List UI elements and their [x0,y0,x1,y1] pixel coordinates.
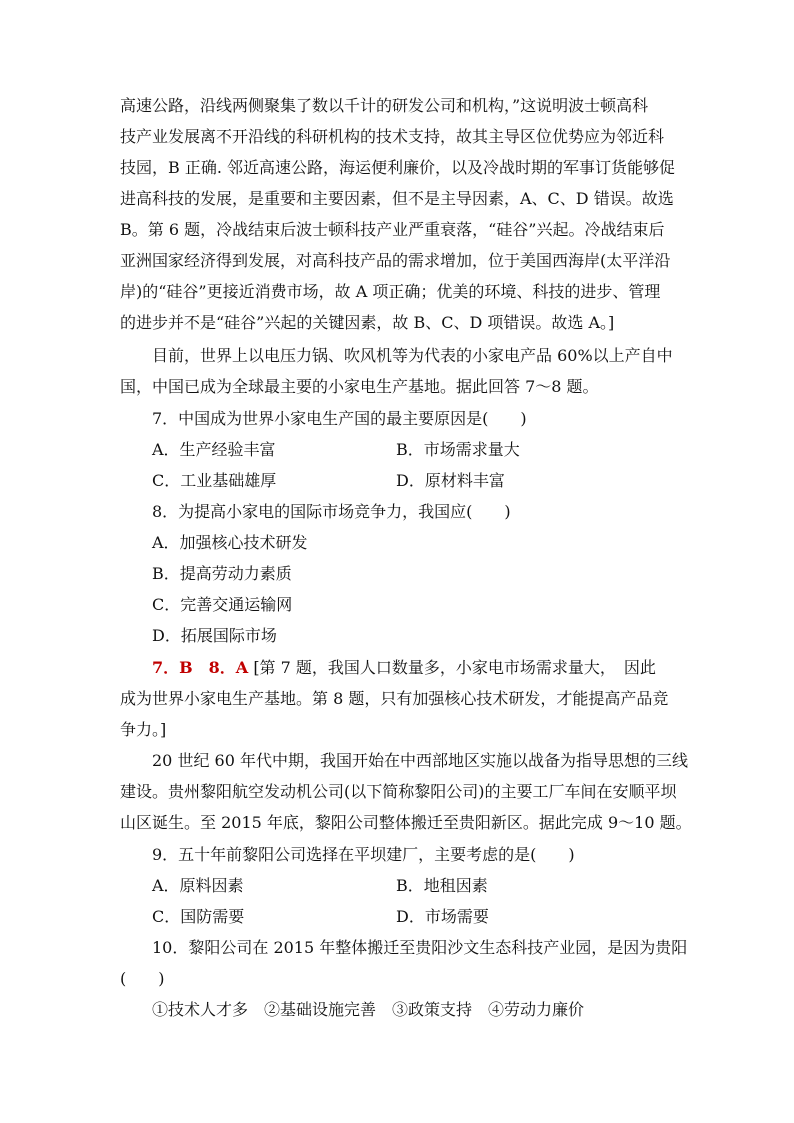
passage-line: 20 世纪 60 年代中期，我国开始在中西部地区实施以战备为指导思想的三线 [152,751,688,770]
explanation-line: 技园，B 正确. 邻近高速公路，海运便利廉价，以及冷战时期的军事订货能够促 [120,158,676,177]
q9-option-c[interactable]: C．国防需要 [152,907,245,926]
passage-line: 建设。贵州黎阳航空发动机公司(以下简称黎阳公司)的主要工厂车间在安顺平坝 [120,782,677,801]
q8-option-b[interactable]: B．提高劳动力素质 [152,564,292,583]
passage-line: 目前，世界上以电压力锅、吹风机等为代表的小家电产品 60%以上产自中 [152,346,673,365]
q9-option-d[interactable]: D．市场需要 [396,907,489,926]
explanation-line: 高速公路，沿线两侧聚集了数以千计的研发公司和机构，”这说明波士顿高科 [120,96,649,115]
q8-option-a[interactable]: A．加强核心技术研发 [152,533,308,552]
question-10-stem: 10．黎阳公司在 2015 年整体搬迁至贵阳沙文生态科技产业园，是因为贵阳 [152,938,688,957]
answer-7-8 [152,658,656,678]
explanation-line: 岸)的“硅谷”更接近消费市场，故 A 项正确；优美的环境、科技的进步、管理 [120,282,661,301]
passage-line: 山区诞生。至 2015 年底，黎阳公司整体搬迁至贵阳新区。据此完成 9～10 题。 [120,813,692,832]
answer-line: 争力。] [120,720,167,739]
question-9-stem: 9．五十年前黎阳公司选择在平坝建厂，主要考虑的是( ) [152,845,575,864]
answer-explanation: [第 7 题，我国人口数量多，小家电市场需求量大， 因此 [253,658,656,677]
question-10-paren: ( ) [120,969,165,988]
q8-option-c[interactable]: C．完善交通运输网 [152,595,293,614]
explanation-line: 进高科技的发展，是重要和主要因素，但不是主导因素，A、C、D 错误。故选 [120,189,674,208]
q7-option-d[interactable]: D．原材料丰富 [396,471,505,490]
q8-option-d[interactable]: D．拓展国际市场 [152,626,277,645]
explanation-line: B。第 6 题，冷战结束后波士顿科技产业严重衰落，“硅谷”兴起。冷战结束后 [120,220,665,239]
q7-option-a[interactable]: A．生产经验丰富 [152,440,276,459]
answer-line: 成为世界小家电生产基地。第 8 题，只有加强核心技术研发，才能提高产品竞 [120,689,669,708]
q7-option-b[interactable]: B．市场需求量大 [396,440,520,459]
q10-choices: ①技术人才多 ②基础设施完善 ③政策支持 ④劳动力廉价 [152,1000,585,1019]
question-7-stem: 7．中国成为世界小家电生产国的最主要原因是( ) [152,409,527,428]
q9-option-a[interactable]: A．原料因素 [152,876,244,895]
q9-option-b[interactable]: B．地租因素 [396,876,488,895]
passage-line: 国，中国已成为全球最主要的小家电生产基地。据此回答 7～8 题。 [120,377,599,396]
explanation-line: 亚洲国家经济得到发展，对高科技产品的需求增加，位于美国西海岸(太平洋沿 [120,251,671,270]
answer-label: 7．B 8．A [152,658,249,677]
explanation-line: 的进步并不是“硅谷”兴起的关键因素，故 B、C、D 项错误。故选 A。] [120,313,615,332]
explanation-line: 技产业发展离不开沿线的科研机构的技术支持，故其主导区位优势应为邻近科 [120,127,665,146]
question-8-stem: 8．为提高小家电的国际市场竞争力，我国应( ) [152,502,511,521]
q7-option-c[interactable]: C．工业基础雄厚 [152,471,277,490]
